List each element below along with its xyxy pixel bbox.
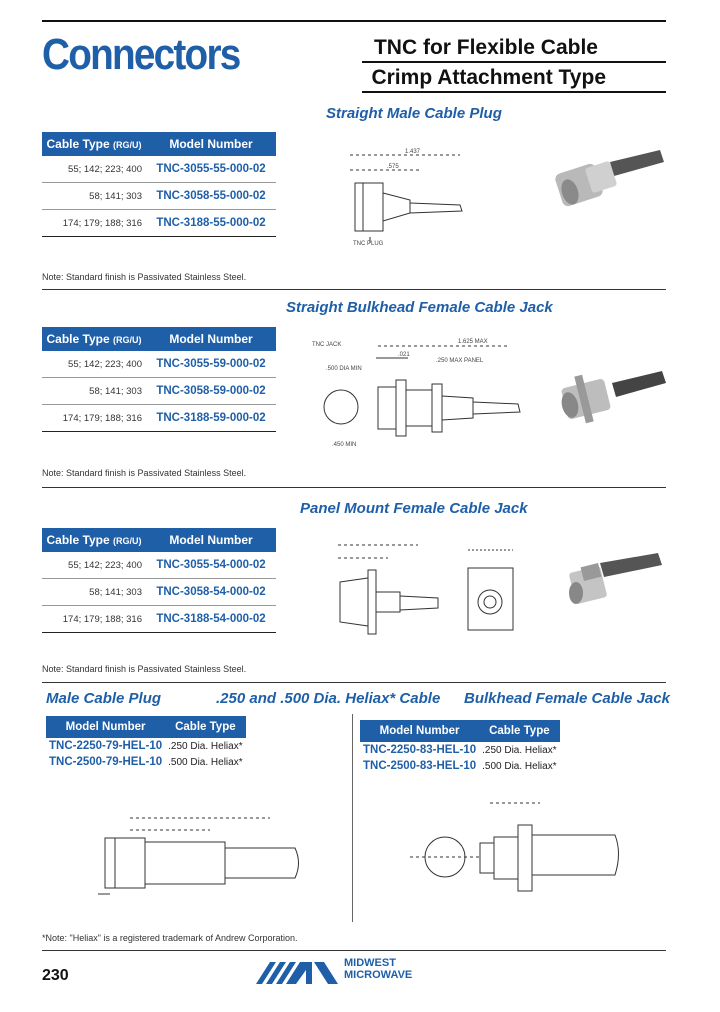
table-row: 55; 142; 223; 400 TNC-3055-55-000-02 [42,156,276,183]
page-number: 230 [42,967,69,984]
table-row: 55; 142; 223; 400 TNC-3055-54-000-02 [42,552,276,579]
top-rule [42,20,666,22]
col-cable-type: Cable Type (RG/U) [42,132,146,156]
page-title-line2: Crimp Attachment Type [371,66,606,89]
title-rule [362,91,666,93]
plug-photo [548,140,668,220]
section-title: Panel Mount Female Cable Jack [300,500,528,517]
divider [42,487,666,488]
section-title: Bulkhead Female Cable Jack [464,690,670,707]
note: Note: Standard finish is Passivated Stainless Steel. [42,272,247,282]
col-cable: Cable Type [479,720,559,742]
note: Note: Standard finish is Passivated Stainless Steel. [42,664,247,674]
table-row: 58; 141; 303 TNC-3058-59-000-02 [42,378,276,405]
dim-label: TNC PLUG [353,241,384,247]
table-row: 55; 142; 223; 400 TNC-3055-59-000-02 [42,351,276,378]
table-row: 58; 141; 303 TNC-3058-54-000-02 [42,579,276,606]
dim-label: 1.437 [405,149,421,155]
col-cable-type: Cable Type (RG/U) [42,528,146,552]
divider [42,950,666,951]
page-title-line1: TNC for Flexible Cable [373,36,598,59]
dim-label: 1.625 MAX [458,339,488,345]
spec-table [42,327,276,432]
dim-label: .021 [398,352,410,358]
heliax-jack-drawing [400,795,630,915]
table-row: 174; 179; 188; 316 TNC-3188-59-000-02 [42,405,276,432]
divider [42,682,666,683]
spec-table [42,132,276,237]
table-row: TNC-2500-83-HEL-10 .500 Dia. Heliax* [363,760,557,772]
col-model: Model Number [146,528,276,552]
title-rule [362,61,666,63]
col-model: Model Number [146,327,276,351]
col-cable-type: Cable Type (RG/U) [42,327,146,351]
spec-table [42,528,276,633]
section-title: Straight Male Cable Plug [326,105,502,122]
table-row: TNC-2250-83-HEL-10 .250 Dia. Heliax* [363,744,557,756]
section-title: Male Cable Plug [46,690,162,707]
divider [42,289,666,290]
plug-drawing [335,145,490,250]
dim-label: TNC JACK [312,342,342,348]
brand-title: Connectors [42,30,240,79]
table-row: TNC-2250-79-HEL-10 .250 Dia. Heliax* [49,740,243,752]
dim-label: .500 DIA MIN [326,366,362,372]
panel-jack-drawing [318,530,528,645]
col-model: Model Number [46,716,165,738]
table-row: 174; 179; 188; 316 TNC-3188-55-000-02 [42,210,276,237]
col-model: Model Number [146,132,276,156]
column-divider [352,714,353,922]
jack-photo [552,355,672,440]
heliax-plug-drawing [80,808,310,908]
table-row: 58; 141; 303 TNC-3058-55-000-02 [42,183,276,210]
section-title: .250 and .500 Dia. Heliax* Cable [216,690,441,707]
panel-jack-photo [560,545,670,620]
jack-drawing [308,332,538,457]
heliax-plug-table [46,716,246,770]
col-model: Model Number [360,720,479,742]
dim-label: .450 MIN [332,442,357,448]
footnote: *Note: "Heliax" is a registered trademark of Andrew Corporation. [42,933,298,943]
logo-text: MIDWEST MICROWAVE [344,957,413,981]
table-row: 174; 179; 188; 316 TNC-3188-54-000-02 [42,606,276,633]
heliax-jack-table [360,720,560,774]
note: Note: Standard finish is Passivated Stainless Steel. [42,468,247,478]
section-title: Straight Bulkhead Female Cable Jack [286,299,553,316]
dim-label: .575 [387,164,399,170]
table-row: TNC-2500-79-HEL-10 .500 Dia. Heliax* [49,756,243,768]
col-cable: Cable Type [165,716,245,738]
dim-label: .250 MAX PANEL [436,358,484,364]
